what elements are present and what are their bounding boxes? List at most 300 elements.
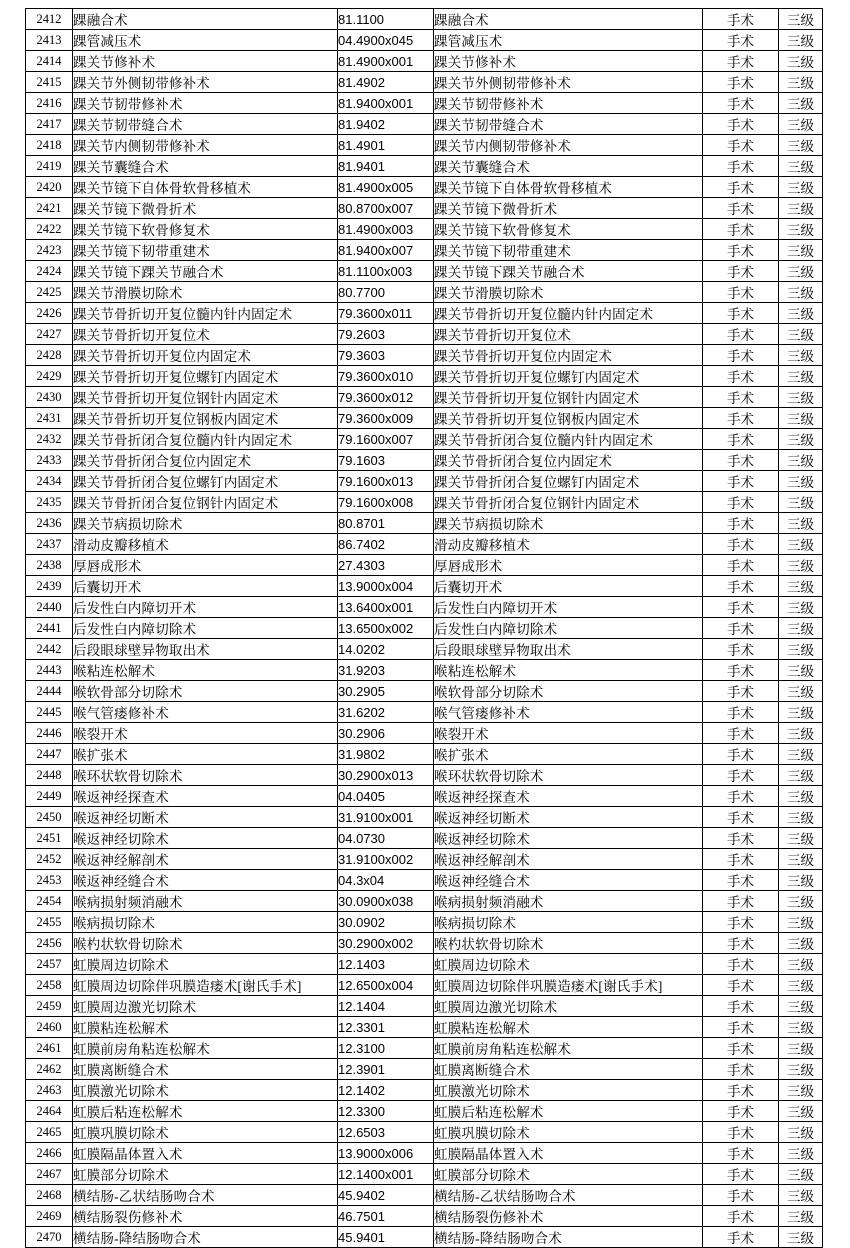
row-number-cell: 2429 <box>26 366 73 387</box>
procedure-code-cell: 04.0730 <box>338 828 434 849</box>
row-number-cell: 2470 <box>26 1227 73 1248</box>
table-row <box>26 72 823 93</box>
category-cell: 手术 <box>703 513 779 534</box>
table-row <box>26 870 823 891</box>
procedure-code-cell: 79.3600x011 <box>338 303 434 324</box>
category-cell: 手术 <box>703 723 779 744</box>
procedure-name-copy-cell: 踝关节内侧韧带修补术 <box>434 135 703 156</box>
category-cell: 手术 <box>703 30 779 51</box>
procedure-name-copy-cell: 踝关节骨折切开复位钢针内固定术 <box>434 387 703 408</box>
table-row <box>26 1038 823 1059</box>
procedure-name-copy-cell: 喉裂开术 <box>434 723 703 744</box>
procedure-code-cell: 79.3600x010 <box>338 366 434 387</box>
procedure-code-cell: 81.4900x003 <box>338 219 434 240</box>
procedure-name-cell: 喉环状软骨切除术 <box>73 765 338 786</box>
procedure-name-cell: 虹膜粘连松解术 <box>73 1017 338 1038</box>
row-number-cell: 2433 <box>26 450 73 471</box>
procedure-name-cell: 喉气管瘘修补术 <box>73 702 338 723</box>
procedure-code-cell: 31.9203 <box>338 660 434 681</box>
row-number-cell: 2434 <box>26 471 73 492</box>
category-cell: 手术 <box>703 1080 779 1101</box>
procedure-code-cell: 12.3301 <box>338 1017 434 1038</box>
level-cell: 三级 <box>779 744 823 765</box>
procedure-code-cell: 13.6400x001 <box>338 597 434 618</box>
procedure-name-copy-cell: 踝关节骨折闭合复位内固定术 <box>434 450 703 471</box>
row-number-cell: 2447 <box>26 744 73 765</box>
row-number-cell: 2431 <box>26 408 73 429</box>
category-cell: 手术 <box>703 786 779 807</box>
category-cell: 手术 <box>703 93 779 114</box>
row-number-cell: 2468 <box>26 1185 73 1206</box>
procedure-name-copy-cell: 虹膜周边激光切除术 <box>434 996 703 1017</box>
procedure-code-cell: 12.6500x004 <box>338 975 434 996</box>
procedure-name-copy-cell: 踝关节镜下软骨修复术 <box>434 219 703 240</box>
level-cell: 三级 <box>779 219 823 240</box>
category-cell: 手术 <box>703 639 779 660</box>
table-row <box>26 282 823 303</box>
row-number-cell: 2415 <box>26 72 73 93</box>
procedure-name-cell: 后囊切开术 <box>73 576 338 597</box>
category-cell: 手术 <box>703 1206 779 1227</box>
row-number-cell: 2425 <box>26 282 73 303</box>
level-cell: 三级 <box>779 723 823 744</box>
procedure-code-cell: 30.0902 <box>338 912 434 933</box>
level-cell: 三级 <box>779 156 823 177</box>
row-number-cell: 2467 <box>26 1164 73 1185</box>
procedure-name-cell: 踝管减压术 <box>73 30 338 51</box>
table-row <box>26 30 823 51</box>
level-cell: 三级 <box>779 1017 823 1038</box>
category-cell: 手术 <box>703 1017 779 1038</box>
procedure-name-cell: 虹膜周边切除伴巩膜造瘘术[谢氏手术] <box>73 975 338 996</box>
row-number-cell: 2413 <box>26 30 73 51</box>
level-cell: 三级 <box>779 660 823 681</box>
procedure-name-copy-cell: 踝关节骨折切开复位髓内针内固定术 <box>434 303 703 324</box>
procedure-code-cell: 81.9402 <box>338 114 434 135</box>
procedure-code-cell: 79.1600x008 <box>338 492 434 513</box>
row-number-cell: 2456 <box>26 933 73 954</box>
procedure-name-copy-cell: 喉扩张术 <box>434 744 703 765</box>
row-number-cell: 2428 <box>26 345 73 366</box>
table-row <box>26 1017 823 1038</box>
procedure-name-copy-cell: 踝关节镜下自体骨软骨移植术 <box>434 177 703 198</box>
level-cell: 三级 <box>779 912 823 933</box>
procedure-code-cell: 13.9000x006 <box>338 1143 434 1164</box>
level-cell: 三级 <box>779 1080 823 1101</box>
procedure-name-cell: 横结肠-乙状结肠吻合术 <box>73 1185 338 1206</box>
table-row <box>26 534 823 555</box>
category-cell: 手术 <box>703 828 779 849</box>
procedure-code-cell: 80.8701 <box>338 513 434 534</box>
row-number-cell: 2442 <box>26 639 73 660</box>
procedure-name-cell: 踝关节骨折切开复位钢板内固定术 <box>73 408 338 429</box>
procedure-name-cell: 虹膜隔晶体置入术 <box>73 1143 338 1164</box>
procedure-name-copy-cell: 踝融合术 <box>434 9 703 30</box>
category-cell: 手术 <box>703 891 779 912</box>
level-cell: 三级 <box>779 471 823 492</box>
category-cell: 手术 <box>703 156 779 177</box>
level-cell: 三级 <box>779 597 823 618</box>
category-cell: 手术 <box>703 72 779 93</box>
procedure-code-cell: 79.2603 <box>338 324 434 345</box>
procedure-code-cell: 30.2905 <box>338 681 434 702</box>
level-cell: 三级 <box>779 282 823 303</box>
category-cell: 手术 <box>703 1227 779 1248</box>
category-cell: 手术 <box>703 240 779 261</box>
procedure-name-copy-cell: 踝关节修补术 <box>434 51 703 72</box>
procedure-name-copy-cell: 横结肠裂伤修补术 <box>434 1206 703 1227</box>
category-cell: 手术 <box>703 618 779 639</box>
procedure-name-cell: 虹膜周边切除术 <box>73 954 338 975</box>
procedure-code-cell: 14.0202 <box>338 639 434 660</box>
procedure-code-cell: 12.6503 <box>338 1122 434 1143</box>
procedure-name-cell: 虹膜前房角粘连松解术 <box>73 1038 338 1059</box>
level-cell: 三级 <box>779 1206 823 1227</box>
category-cell: 手术 <box>703 1122 779 1143</box>
category-cell: 手术 <box>703 177 779 198</box>
table-row <box>26 681 823 702</box>
category-cell: 手术 <box>703 492 779 513</box>
level-cell: 三级 <box>779 639 823 660</box>
procedure-name-copy-cell: 踝关节外侧韧带修补术 <box>434 72 703 93</box>
level-cell: 三级 <box>779 261 823 282</box>
category-cell: 手术 <box>703 912 779 933</box>
level-cell: 三级 <box>779 387 823 408</box>
row-number-cell: 2450 <box>26 807 73 828</box>
category-cell: 手术 <box>703 114 779 135</box>
procedure-name-copy-cell: 踝关节镜下微骨折术 <box>434 198 703 219</box>
category-cell: 手术 <box>703 807 779 828</box>
procedure-name-cell: 喉病损射频消融术 <box>73 891 338 912</box>
procedure-code-cell: 04.0405 <box>338 786 434 807</box>
row-number-cell: 2443 <box>26 660 73 681</box>
category-cell: 手术 <box>703 765 779 786</box>
procedure-code-cell: 79.1600x007 <box>338 429 434 450</box>
table-row <box>26 387 823 408</box>
level-cell: 三级 <box>779 114 823 135</box>
procedure-code-cell: 79.3600x009 <box>338 408 434 429</box>
table-row <box>26 975 823 996</box>
table-row <box>26 660 823 681</box>
procedure-name-copy-cell: 喉气管瘘修补术 <box>434 702 703 723</box>
category-cell: 手术 <box>703 1143 779 1164</box>
procedure-code-cell: 79.1603 <box>338 450 434 471</box>
table-row <box>26 1164 823 1185</box>
procedure-code-cell: 80.7700 <box>338 282 434 303</box>
procedure-name-cell: 踝关节骨折切开复位内固定术 <box>73 345 338 366</box>
table-row <box>26 744 823 765</box>
procedure-code-cell: 81.4900x001 <box>338 51 434 72</box>
table-row <box>26 996 823 1017</box>
level-cell: 三级 <box>779 849 823 870</box>
table-row <box>26 429 823 450</box>
row-number-cell: 2464 <box>26 1101 73 1122</box>
procedure-name-cell: 虹膜部分切除术 <box>73 1164 338 1185</box>
row-number-cell: 2436 <box>26 513 73 534</box>
level-cell: 三级 <box>779 870 823 891</box>
procedure-name-cell: 踝关节骨折切开复位钢针内固定术 <box>73 387 338 408</box>
row-number-cell: 2458 <box>26 975 73 996</box>
level-cell: 三级 <box>779 702 823 723</box>
category-cell: 手术 <box>703 471 779 492</box>
procedure-name-cell: 踝关节韧带修补术 <box>73 93 338 114</box>
procedure-name-cell: 虹膜巩膜切除术 <box>73 1122 338 1143</box>
row-number-cell: 2437 <box>26 534 73 555</box>
procedure-code-cell: 12.1402 <box>338 1080 434 1101</box>
level-cell: 三级 <box>779 765 823 786</box>
procedure-name-copy-cell: 虹膜离断缝合术 <box>434 1059 703 1080</box>
table-row <box>26 345 823 366</box>
category-cell: 手术 <box>703 1101 779 1122</box>
procedure-code-cell: 30.2900x002 <box>338 933 434 954</box>
procedure-name-cell: 踝关节外侧韧带修补术 <box>73 72 338 93</box>
table-row <box>26 1059 823 1080</box>
category-cell: 手术 <box>703 849 779 870</box>
procedure-name-cell: 踝关节骨折闭合复位螺钉内固定术 <box>73 471 338 492</box>
table-row <box>26 324 823 345</box>
row-number-cell: 2439 <box>26 576 73 597</box>
level-cell: 三级 <box>779 408 823 429</box>
table-row <box>26 135 823 156</box>
category-cell: 手术 <box>703 1185 779 1206</box>
procedure-table-body <box>26 9 823 1248</box>
level-cell: 三级 <box>779 513 823 534</box>
procedure-name-cell: 虹膜离断缝合术 <box>73 1059 338 1080</box>
procedure-name-cell: 后段眼球壁异物取出术 <box>73 639 338 660</box>
row-number-cell: 2432 <box>26 429 73 450</box>
table-row <box>26 828 823 849</box>
row-number-cell: 2466 <box>26 1143 73 1164</box>
procedure-name-cell: 喉裂开术 <box>73 723 338 744</box>
category-cell: 手术 <box>703 219 779 240</box>
table-row <box>26 1080 823 1101</box>
table-row <box>26 765 823 786</box>
procedure-name-copy-cell: 踝关节骨折切开复位内固定术 <box>434 345 703 366</box>
procedure-name-copy-cell: 喉返神经切断术 <box>434 807 703 828</box>
procedure-name-cell: 踝关节骨折切开复位髓内针内固定术 <box>73 303 338 324</box>
table-row <box>26 1206 823 1227</box>
level-cell: 三级 <box>779 51 823 72</box>
table-row <box>26 639 823 660</box>
table-row <box>26 261 823 282</box>
category-cell: 手术 <box>703 429 779 450</box>
row-number-cell: 2438 <box>26 555 73 576</box>
category-cell: 手术 <box>703 681 779 702</box>
procedure-name-copy-cell: 踝关节骨折切开复位螺钉内固定术 <box>434 366 703 387</box>
category-cell: 手术 <box>703 282 779 303</box>
row-number-cell: 2461 <box>26 1038 73 1059</box>
table-row <box>26 1122 823 1143</box>
row-number-cell: 2454 <box>26 891 73 912</box>
category-cell: 手术 <box>703 954 779 975</box>
category-cell: 手术 <box>703 1038 779 1059</box>
table-row <box>26 933 823 954</box>
table-row <box>26 156 823 177</box>
procedure-code-cell: 81.9400x001 <box>338 93 434 114</box>
level-cell: 三级 <box>779 135 823 156</box>
procedure-name-cell: 喉返神经切断术 <box>73 807 338 828</box>
procedure-name-cell: 踝关节骨折切开复位螺钉内固定术 <box>73 366 338 387</box>
row-number-cell: 2418 <box>26 135 73 156</box>
row-number-cell: 2444 <box>26 681 73 702</box>
level-cell: 三级 <box>779 891 823 912</box>
category-cell: 手术 <box>703 324 779 345</box>
procedure-name-copy-cell: 后发性白内障切除术 <box>434 618 703 639</box>
procedure-name-copy-cell: 踝关节镜下韧带重建术 <box>434 240 703 261</box>
procedure-name-copy-cell: 踝关节韧带缝合术 <box>434 114 703 135</box>
table-row <box>26 576 823 597</box>
level-cell: 三级 <box>779 345 823 366</box>
category-cell: 手术 <box>703 198 779 219</box>
level-cell: 三级 <box>779 1227 823 1248</box>
level-cell: 三级 <box>779 681 823 702</box>
table-row <box>26 1185 823 1206</box>
row-number-cell: 2451 <box>26 828 73 849</box>
procedure-name-copy-cell: 踝关节骨折闭合复位髓内针内固定术 <box>434 429 703 450</box>
procedure-name-copy-cell: 踝关节骨折切开复位钢板内固定术 <box>434 408 703 429</box>
procedure-code-cell: 27.4303 <box>338 555 434 576</box>
table-row <box>26 177 823 198</box>
row-number-cell: 2463 <box>26 1080 73 1101</box>
table-row <box>26 786 823 807</box>
procedure-code-cell: 31.9100x002 <box>338 849 434 870</box>
table-row <box>26 1101 823 1122</box>
procedure-code-cell: 80.8700x007 <box>338 198 434 219</box>
procedure-name-cell: 后发性白内障切开术 <box>73 597 338 618</box>
procedure-name-cell: 虹膜后粘连松解术 <box>73 1101 338 1122</box>
procedure-name-copy-cell: 滑动皮瓣移植术 <box>434 534 703 555</box>
level-cell: 三级 <box>779 177 823 198</box>
procedure-name-cell: 喉返神经切除术 <box>73 828 338 849</box>
procedure-code-cell: 45.9402 <box>338 1185 434 1206</box>
procedure-code-cell: 12.3100 <box>338 1038 434 1059</box>
level-cell: 三级 <box>779 1101 823 1122</box>
table-row <box>26 912 823 933</box>
procedure-name-copy-cell: 踝关节滑膜切除术 <box>434 282 703 303</box>
procedure-name-cell: 踝关节骨折闭合复位内固定术 <box>73 450 338 471</box>
level-cell: 三级 <box>779 9 823 30</box>
level-cell: 三级 <box>779 450 823 471</box>
procedure-name-copy-cell: 踝关节病损切除术 <box>434 513 703 534</box>
level-cell: 三级 <box>779 954 823 975</box>
row-number-cell: 2412 <box>26 9 73 30</box>
procedure-name-cell: 踝关节内侧韧带修补术 <box>73 135 338 156</box>
procedure-name-copy-cell: 后发性白内障切开术 <box>434 597 703 618</box>
category-cell: 手术 <box>703 51 779 72</box>
procedure-code-cell: 45.9401 <box>338 1227 434 1248</box>
category-cell: 手术 <box>703 261 779 282</box>
procedure-name-cell: 虹膜激光切除术 <box>73 1080 338 1101</box>
level-cell: 三级 <box>779 303 823 324</box>
procedure-code-cell: 81.4900x005 <box>338 177 434 198</box>
procedure-name-copy-cell: 虹膜隔晶体置入术 <box>434 1143 703 1164</box>
table-row <box>26 618 823 639</box>
procedure-name-copy-cell: 虹膜激光切除术 <box>434 1080 703 1101</box>
procedure-name-copy-cell: 喉杓状软骨切除术 <box>434 933 703 954</box>
procedure-name-cell: 踝关节修补术 <box>73 51 338 72</box>
procedure-name-cell: 踝关节骨折闭合复位钢针内固定术 <box>73 492 338 513</box>
row-number-cell: 2459 <box>26 996 73 1017</box>
procedure-name-cell: 踝关节镜下自体骨软骨移植术 <box>73 177 338 198</box>
table-row <box>26 114 823 135</box>
table-row <box>26 240 823 261</box>
procedure-name-copy-cell: 虹膜周边切除伴巩膜造瘘术[谢氏手术] <box>434 975 703 996</box>
procedure-name-cell: 喉扩张术 <box>73 744 338 765</box>
procedure-name-copy-cell: 踝关节骨折闭合复位螺钉内固定术 <box>434 471 703 492</box>
procedure-name-copy-cell: 喉病损射频消融术 <box>434 891 703 912</box>
category-cell: 手术 <box>703 345 779 366</box>
table-row <box>26 723 823 744</box>
procedure-name-cell: 踝关节骨折闭合复位髓内针内固定术 <box>73 429 338 450</box>
level-cell: 三级 <box>779 198 823 219</box>
procedure-code-cell: 46.7501 <box>338 1206 434 1227</box>
category-cell: 手术 <box>703 303 779 324</box>
level-cell: 三级 <box>779 240 823 261</box>
row-number-cell: 2452 <box>26 849 73 870</box>
procedure-name-cell: 踝融合术 <box>73 9 338 30</box>
level-cell: 三级 <box>779 93 823 114</box>
procedure-name-copy-cell: 横结肠-乙状结肠吻合术 <box>434 1185 703 1206</box>
row-number-cell: 2420 <box>26 177 73 198</box>
category-cell: 手术 <box>703 870 779 891</box>
row-number-cell: 2424 <box>26 261 73 282</box>
table-row <box>26 93 823 114</box>
row-number-cell: 2462 <box>26 1059 73 1080</box>
procedure-name-copy-cell: 虹膜后粘连松解术 <box>434 1101 703 1122</box>
row-number-cell: 2419 <box>26 156 73 177</box>
procedure-code-cell: 30.0900x038 <box>338 891 434 912</box>
row-number-cell: 2423 <box>26 240 73 261</box>
procedure-code-cell: 12.1400x001 <box>338 1164 434 1185</box>
table-row <box>26 513 823 534</box>
category-cell: 手术 <box>703 975 779 996</box>
row-number-cell: 2469 <box>26 1206 73 1227</box>
row-number-cell: 2441 <box>26 618 73 639</box>
row-number-cell: 2426 <box>26 303 73 324</box>
row-number-cell: 2435 <box>26 492 73 513</box>
row-number-cell: 2449 <box>26 786 73 807</box>
category-cell: 手术 <box>703 744 779 765</box>
procedure-name-cell: 横结肠-降结肠吻合术 <box>73 1227 338 1248</box>
procedure-code-cell: 30.2906 <box>338 723 434 744</box>
procedure-name-cell: 喉返神经缝合术 <box>73 870 338 891</box>
procedure-name-cell: 横结肠裂伤修补术 <box>73 1206 338 1227</box>
table-row <box>26 198 823 219</box>
procedure-name-cell: 踝关节镜下微骨折术 <box>73 198 338 219</box>
table-row <box>26 702 823 723</box>
procedure-code-cell: 86.7402 <box>338 534 434 555</box>
procedure-name-copy-cell: 踝关节骨折闭合复位钢针内固定术 <box>434 492 703 513</box>
procedure-code-cell: 81.9401 <box>338 156 434 177</box>
procedure-name-cell: 踝关节病损切除术 <box>73 513 338 534</box>
procedure-code-cell: 31.9802 <box>338 744 434 765</box>
procedure-code-cell: 81.4901 <box>338 135 434 156</box>
level-cell: 三级 <box>779 1059 823 1080</box>
procedure-code-cell: 04.3x04 <box>338 870 434 891</box>
procedure-name-copy-cell: 喉环状软骨切除术 <box>434 765 703 786</box>
procedure-name-copy-cell: 横结肠-降结肠吻合术 <box>434 1227 703 1248</box>
level-cell: 三级 <box>779 30 823 51</box>
procedure-code-cell: 13.6500x002 <box>338 618 434 639</box>
procedure-code-cell: 81.1100x003 <box>338 261 434 282</box>
row-number-cell: 2427 <box>26 324 73 345</box>
procedure-name-cell: 喉病损切除术 <box>73 912 338 933</box>
category-cell: 手术 <box>703 408 779 429</box>
level-cell: 三级 <box>779 576 823 597</box>
category-cell: 手术 <box>703 135 779 156</box>
procedure-code-cell: 81.1100 <box>338 9 434 30</box>
procedure-name-copy-cell: 踝关节囊缝合术 <box>434 156 703 177</box>
